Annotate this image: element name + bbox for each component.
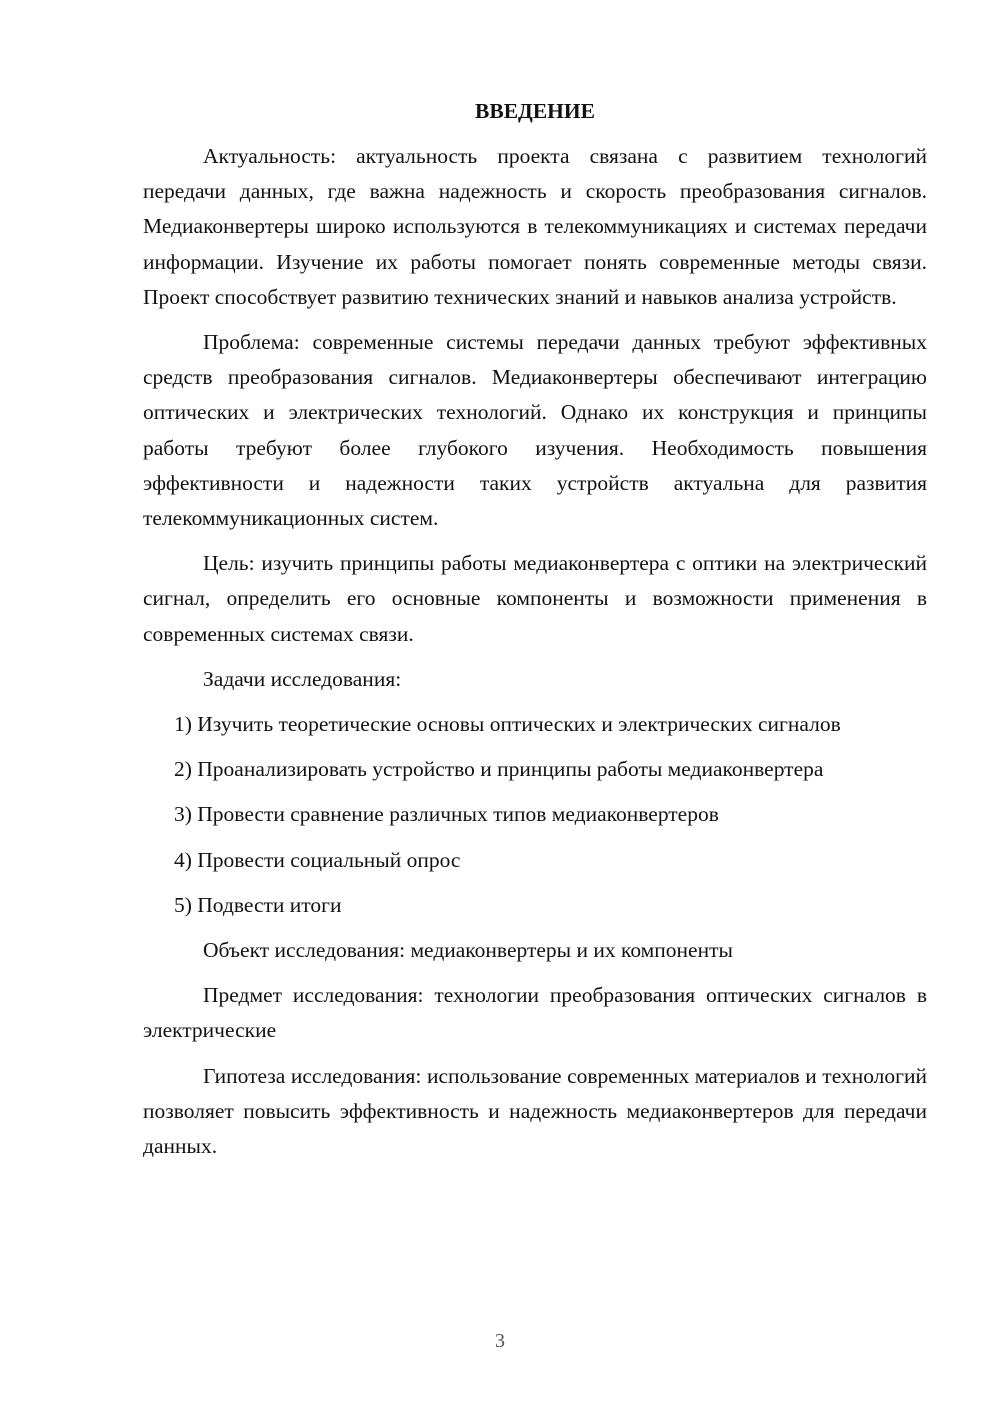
paragraph-goal: Цель: изучить принципы работы медиаконвертера с оптики на электрический сигнал, определить его основные компоненты и возможности применения в современных системах связи. [143,551,927,646]
list-item: 4) Провести социальный опрос [174,847,461,872]
list-item: 5) Подвести итоги [174,892,342,917]
page-title: ВВЕДЕНИЕ [475,99,595,123]
tasks-heading: Задачи исследования: [203,666,402,691]
list-item: 2) Проанализировать устройство и принципы работы медиаконвертера [174,757,824,782]
tasks-list [143,707,927,923]
paragraph-hypothesis: Гипотеза исследования: использование современных материалов и технологий позволяет повысить эффективность и надежность медиаконвертеров для передачи данных. [143,1063,927,1159]
paragraph-relevance: Актуальность: актуальность проекта связана с развитием технологий передачи данных, где важна надежность и скорость преобразования сигналов. Медиаконвертеры широко используются в телекоммуникациях и системах передачи информации. Изучение их работы помогает понять современные методы связи. Проект способствует развитию технических знаний и навыков анализа устройств. [143,144,927,309]
document-page [143,94,927,1174]
list-item: 3) Провести сравнение различных типов медиаконвертеров [174,802,719,827]
paragraph-subject: Предмет исследования: технологии преобразования оптических сигналов в электрические [143,983,927,1043]
paragraph-problem: Проблема: современные системы передачи данных требуют эффективных средств преобразования сигналов. Медиаконвертеры обеспечивают интеграцию оптических и электрических технологий. Однако их конструкция и принципы работы требуют более глубокого изучения. Необходимость повышения эффективности и надежности таких устройств актуальна для развития телекоммуникационных систем. [143,330,927,531]
paragraph-object: Объект исследования: медиаконвертеры и их компоненты [203,938,733,963]
list-item: 1) Изучить теоретические основы оптических и электрических сигналов [174,712,841,737]
page-number: 3 [495,1330,505,1352]
